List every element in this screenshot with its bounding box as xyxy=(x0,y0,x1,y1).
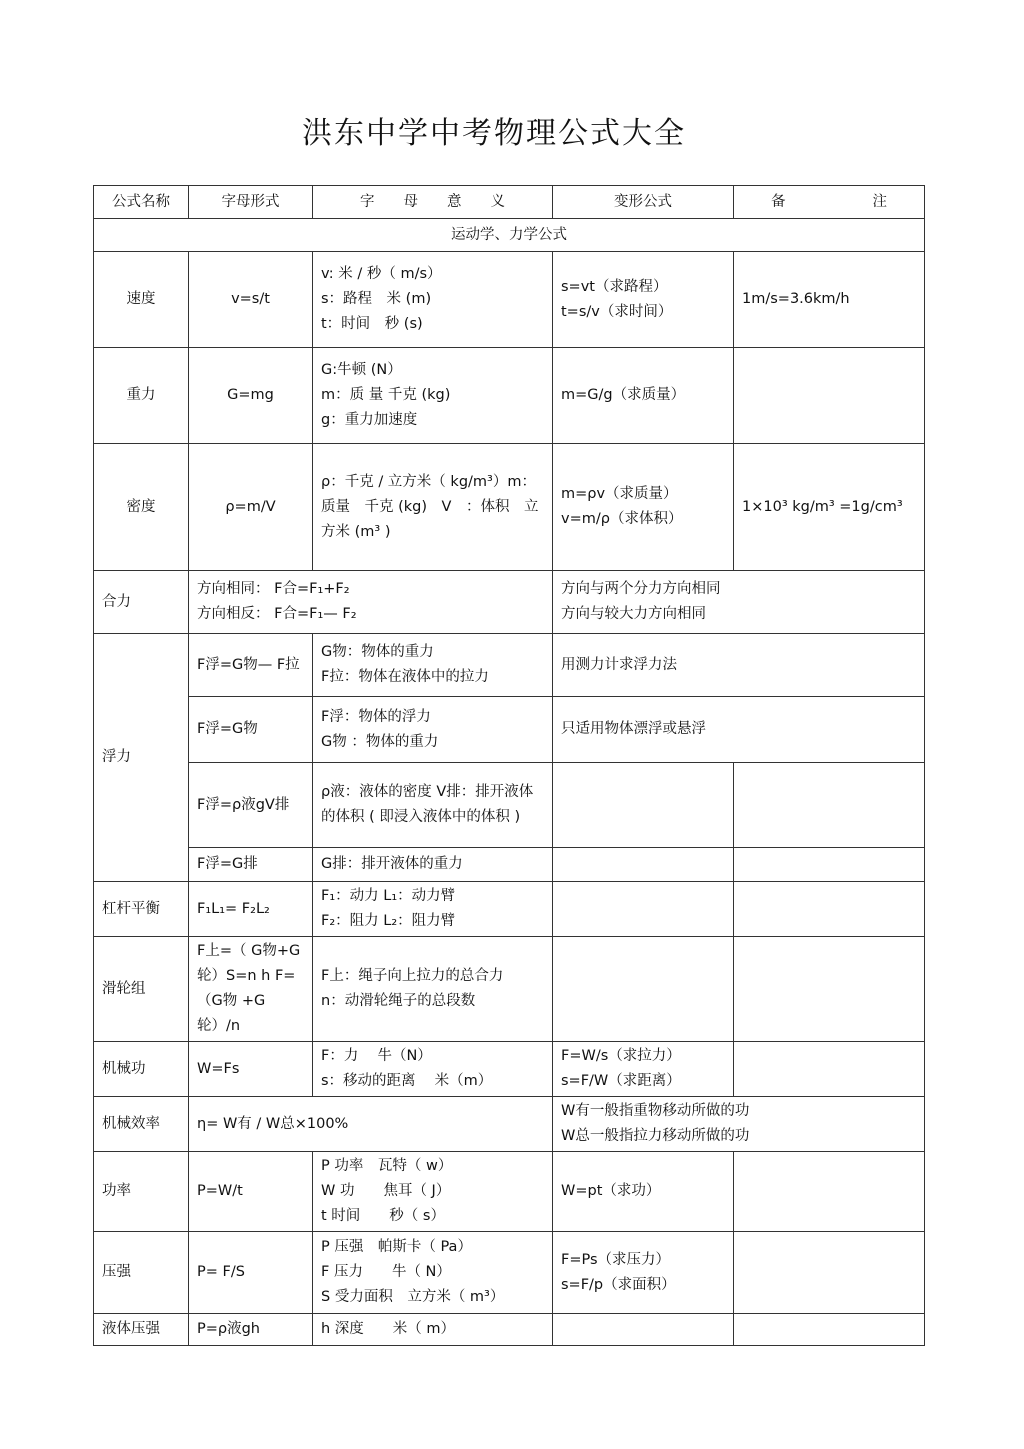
meaning-line: W 功 焦耳（ J） xyxy=(321,1183,451,1199)
table-row xyxy=(94,937,925,1042)
row-note: 只适用物体漂浮或悬浮 xyxy=(553,697,925,763)
header-note: 备 注 xyxy=(734,186,925,219)
variant-line: s=F/W（求距离） xyxy=(561,1073,681,1089)
row-name: 速度 xyxy=(94,252,189,348)
row-note xyxy=(734,1042,925,1097)
formula-table xyxy=(93,185,925,1346)
table-row xyxy=(94,882,925,937)
meaning-line: s：路程 米 (m) xyxy=(321,291,432,307)
row-form: W=Fs xyxy=(189,1042,313,1097)
row-name: 机械效率 xyxy=(94,1097,189,1152)
variant-line: s=F/p（求面积） xyxy=(561,1276,676,1293)
meaning-line: G物 ：物体的重力 xyxy=(321,733,439,750)
meaning-line: P 压强 帕斯卡（ Pa） xyxy=(321,1239,472,1255)
variant-line: s=vt（求路程） xyxy=(561,278,668,295)
row-variant xyxy=(553,1314,734,1346)
note-line: 方向与较大力方向相同 xyxy=(561,606,706,622)
row-form xyxy=(189,571,553,634)
table-row xyxy=(94,763,925,848)
row-meaning xyxy=(313,348,553,444)
header-meaning: 字 母 意 义 xyxy=(313,186,553,219)
header-variant: 变形公式 xyxy=(553,186,734,219)
table-row xyxy=(94,252,925,348)
row-name: 液体压强 xyxy=(94,1314,189,1346)
row-meaning xyxy=(313,1152,553,1232)
row-name: 机械功 xyxy=(94,1042,189,1097)
row-form: P=ρ液gh xyxy=(189,1314,313,1346)
table-row xyxy=(94,634,925,697)
row-variant xyxy=(553,1232,734,1314)
row-variant xyxy=(553,252,734,348)
note-line: W总一般指拉力移动所做的功 xyxy=(561,1128,750,1144)
row-variant: W=pt（求功） xyxy=(553,1152,734,1232)
row-note: 用测力计求浮力法 xyxy=(553,634,925,697)
meaning-line: G:牛顿 (N） xyxy=(321,362,402,378)
row-name: 合力 xyxy=(94,571,189,634)
page-title: 洪东中学中考物理公式大全 xyxy=(302,116,686,151)
meaning-line: F₁：动力 L₁：动力臂 xyxy=(321,888,456,904)
meaning-line: t：时间 秒 (s) xyxy=(321,316,423,332)
meaning-line: F拉：物体在液体中的拉力 xyxy=(321,669,489,685)
section-title: 运动学、力学公式 xyxy=(94,219,925,252)
row-form: F上=（ G物+G轮）S=n h F=（G物 +G轮）/n xyxy=(189,937,313,1042)
meaning-line: S 受力面积 立方米（ m³） xyxy=(321,1289,505,1305)
row-form: F浮=G排 xyxy=(189,848,313,882)
row-note xyxy=(734,1232,925,1314)
variant-line: F=W/s（求拉力） xyxy=(561,1048,681,1064)
table-row xyxy=(94,1152,925,1232)
row-meaning xyxy=(313,1042,553,1097)
row-variant xyxy=(553,882,734,937)
row-note xyxy=(734,1152,925,1232)
form-line: 方向相反： F合=F₁— F₂ xyxy=(197,606,357,622)
row-form: ρ=m/V xyxy=(189,444,313,571)
meaning-line: F上：绳子向上拉力的总合力 xyxy=(321,968,504,984)
meaning-line: G物：物体的重力 xyxy=(321,644,434,660)
row-note xyxy=(734,1314,925,1346)
table-row xyxy=(94,848,925,882)
row-meaning xyxy=(313,252,553,348)
meaning-line: t 时间 秒（ s） xyxy=(321,1208,445,1224)
row-meaning: h 深度 米（ m） xyxy=(313,1314,553,1346)
row-meaning xyxy=(313,634,553,697)
row-meaning: G排：排开液体的重力 xyxy=(313,848,553,882)
meaning-line: n：动滑轮绳子的总段数 xyxy=(321,993,476,1009)
row-meaning xyxy=(313,882,553,937)
row-form: P= F/S xyxy=(189,1232,313,1314)
variant-line: F=Ps（求压力） xyxy=(561,1251,671,1268)
row-form: F₁L₁= F₂L₂ xyxy=(189,882,313,937)
row-variant xyxy=(553,848,734,882)
row-note xyxy=(553,571,925,634)
meaning-line: s：移动的距离 米（m） xyxy=(321,1073,493,1089)
row-note xyxy=(734,763,925,848)
row-note xyxy=(734,848,925,882)
header-name: 公式名称 xyxy=(94,186,189,219)
meaning-line: g：重力加速度 xyxy=(321,412,418,428)
row-variant xyxy=(553,763,734,848)
row-form: η= W有 / W总×100% xyxy=(189,1097,553,1152)
row-form: F浮=G物 xyxy=(189,697,313,763)
table-row xyxy=(94,348,925,444)
row-meaning xyxy=(313,937,553,1042)
table-row xyxy=(94,571,925,634)
variant-line: v=m/ρ（求体积） xyxy=(561,511,683,527)
table-row xyxy=(94,1314,925,1346)
row-name: 浮力 xyxy=(94,634,189,882)
row-note xyxy=(734,882,925,937)
table-row xyxy=(94,1042,925,1097)
row-variant xyxy=(553,444,734,571)
row-form: P=W/t xyxy=(189,1152,313,1232)
row-variant xyxy=(553,1042,734,1097)
row-meaning: ρ液：液体的密度 V排：排开液体的体积 ( 即浸入液体中的体积 ) xyxy=(313,763,553,848)
header-row xyxy=(94,186,925,219)
meaning-line: P 功率 瓦特（ w） xyxy=(321,1158,453,1174)
meaning-line: F：力 牛（N） xyxy=(321,1048,432,1064)
row-variant: m=G/g（求质量） xyxy=(553,348,734,444)
row-note: 1×10³ kg/m³ =1g/cm³ xyxy=(734,444,925,571)
row-note xyxy=(734,348,925,444)
row-form: v=s/t xyxy=(189,252,313,348)
row-name: 杠杆平衡 xyxy=(94,882,189,937)
section-row xyxy=(94,219,925,252)
form-line: 方向相同： F合=F₁+F₂ xyxy=(197,581,350,597)
row-variant xyxy=(553,937,734,1042)
meaning-line: v: 米 / 秒（ m/s） xyxy=(321,266,442,282)
row-meaning xyxy=(313,697,553,763)
variant-line: m=ρv（求质量） xyxy=(561,486,678,502)
variant-line: t=s/v（求时间） xyxy=(561,303,673,320)
table-row xyxy=(94,697,925,763)
meaning-line: F 压力 牛（ N） xyxy=(321,1264,451,1280)
row-note xyxy=(734,937,925,1042)
row-note xyxy=(553,1097,925,1152)
row-name: 滑轮组 xyxy=(94,937,189,1042)
note-line: 方向与两个分力方向相同 xyxy=(561,581,721,597)
note-line: W有一般指重物移动所做的功 xyxy=(561,1103,750,1119)
meaning-line: F₂：阻力 L₂：阻力臂 xyxy=(321,913,456,929)
row-form: F浮=G物— F拉 xyxy=(189,634,313,697)
row-name: 压强 xyxy=(94,1232,189,1314)
header-form: 字母形式 xyxy=(189,186,313,219)
row-name: 重力 xyxy=(94,348,189,444)
row-meaning: ρ：千克 / 立方米（ kg/m³）m：质量 千克 (kg) V ：体积 立方米 (m³ ) xyxy=(313,444,553,571)
row-name: 功率 xyxy=(94,1152,189,1232)
table-row xyxy=(94,444,925,571)
row-form: F浮=ρ液gV排 xyxy=(189,763,313,848)
row-form: G=mg xyxy=(189,348,313,444)
row-meaning xyxy=(313,1232,553,1314)
row-name: 密度 xyxy=(94,444,189,571)
meaning-line: m：质 量 千克 (kg) xyxy=(321,387,451,403)
row-note: 1m/s=3.6km/h xyxy=(734,252,925,348)
table-row xyxy=(94,1097,925,1152)
table-row xyxy=(94,1232,925,1314)
meaning-line: F浮：物体的浮力 xyxy=(321,708,431,725)
